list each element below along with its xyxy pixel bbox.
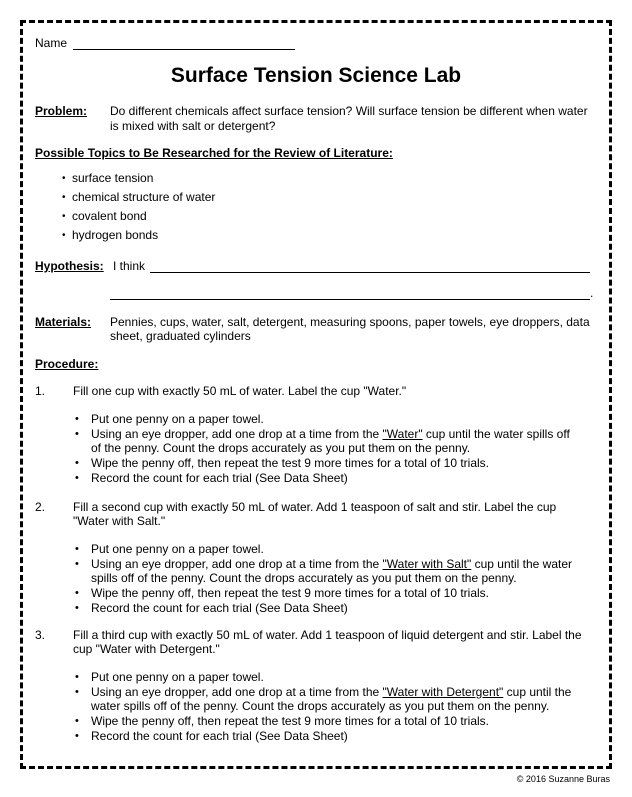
problem-label: Problem:: [35, 104, 88, 118]
topic-item: • surface tension: [62, 169, 215, 188]
step-bullet: • Record the count for each trial (See Data Sheet): [75, 601, 575, 615]
step-bullets: [75, 670, 575, 744]
step-bullets: [75, 542, 575, 616]
bullet-text: Using an eye dropper, add one drop at a time from the: [91, 427, 383, 441]
bullet-text: cup until the water spills off of the penny. Count the drops accurately as you put them on the penny.: [91, 557, 573, 585]
hypothesis-end-period: .: [590, 286, 594, 300]
step-instruction: Fill a third cup with exactly 50 mL of water. Add 1 teaspoon of liquid detergent and stir. Label the cup "Water with Detergent.": [73, 628, 582, 656]
topic-item: • covalent bond: [62, 207, 215, 226]
copyright-notice: © 2016 Suzanne Buras: [516, 774, 610, 784]
materials-label: Materials:: [35, 315, 92, 329]
hypothesis-label: Hypothesis:: [35, 259, 104, 273]
topic-item: • chemical structure of water: [62, 188, 215, 207]
hypothesis-prompt: I think: [113, 259, 146, 273]
problem-text: Do different chemicals affect surface tension? Will surface tension be different when water is mixed with salt or detergent?: [110, 104, 588, 133]
hypothesis-line-2[interactable]: [110, 299, 590, 300]
step-bullet: • Wipe the penny off, then repeat the test 9 more times for a total of 10 trials.: [75, 714, 575, 728]
topics-list: [62, 169, 215, 245]
step-number: 3.: [35, 628, 46, 642]
step-bullet: • Record the count for each trial (See Data Sheet): [75, 471, 575, 485]
step-bullet: • Put one penny on a paper towel.: [75, 670, 575, 684]
topics-heading: Possible Topics to Be Researched for the Review of Literature:: [35, 146, 393, 160]
procedure-heading: Procedure:: [35, 357, 99, 371]
step-bullet: [75, 557, 575, 585]
step-bullet: • Put one penny on a paper towel.: [75, 542, 575, 556]
step-bullet: • Wipe the penny off, then repeat the test 9 more times for a total of 10 trials.: [75, 456, 575, 470]
cup-label: "Water": [382, 427, 423, 441]
step-bullet: • Record the count for each trial (See Data Sheet): [75, 729, 575, 743]
cup-label: "Water with Detergent": [382, 685, 504, 699]
step-number: 2.: [35, 500, 46, 514]
name-label: Name: [35, 36, 68, 50]
step-instruction: Fill a second cup with exactly 50 mL of water. Add 1 teaspoon of salt and stir. Label the cup "Water with Salt.": [73, 500, 557, 528]
bullet-text: Using an eye dropper, add one drop at a time from the: [91, 685, 383, 699]
step-instruction: Fill one cup with exactly 50 mL of water. Label the cup "Water.": [73, 384, 407, 398]
step-number: 1.: [35, 384, 46, 398]
bullet-text: cup until the water spills off of the penny. Count the drops accurately as you put them on the penny.: [91, 685, 572, 713]
step-bullet: • Wipe the penny off, then repeat the test 9 more times for a total of 10 trials.: [75, 586, 575, 600]
hypothesis-line-1[interactable]: [150, 272, 590, 273]
materials-text: Pennies, cups, water, salt, detergent, measuring spoons, paper towels, eye droppers, data sheet, graduated cylinders: [110, 315, 590, 343]
step-bullet: [75, 427, 575, 455]
topic-item: • hydrogen bonds: [62, 226, 215, 245]
step-bullet: [75, 685, 575, 713]
page-title: Surface Tension Science Lab: [170, 64, 462, 87]
step-bullets: [75, 412, 575, 486]
step-bullet: • Put one penny on a paper towel.: [75, 412, 575, 426]
bullet-text: cup until the water spills off of the penny. Count the drops accurately as you put them on the penny.: [91, 427, 570, 455]
cup-label: "Water with Salt": [382, 557, 472, 571]
bullet-text: Using an eye dropper, add one drop at a time from the: [91, 557, 383, 571]
name-blank-line[interactable]: [73, 49, 295, 50]
